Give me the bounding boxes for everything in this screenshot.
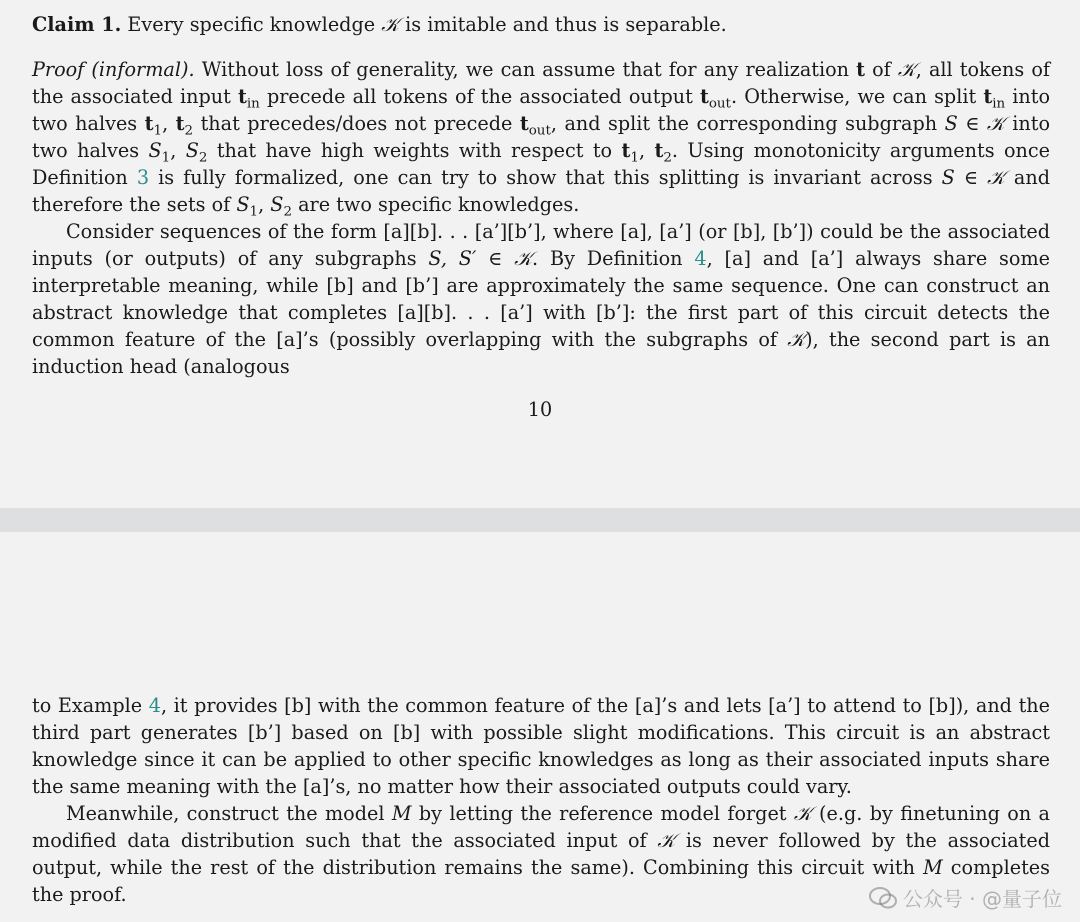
page-number: 10 (527, 398, 553, 421)
example-4-link[interactable]: 4 (148, 694, 161, 717)
wechat-icon (869, 887, 897, 909)
continuation-paragraph-1: to Example 4, it provides [b] with the common feature of the [a]’s and lets [a’] to attend to [b]), and the third part generates [b’] based on [b] with possible slight modifications. This circuit is an abstract knowledge since it can be applied to other specific knowledges as long as their associated inputs share the same meaning with the [a]’s, no matter how their associated outputs could vary. (32, 694, 1050, 798)
continuation-paragraph-2: Meanwhile, construct the model M by letting the reference model forget 𝒦 (e.g. by finetuning on a modified data distribution such that the associated input of 𝒦 is never followed by the associated output, while the rest of the distribution remains the same). Combining this circuit with M completes the proof. (32, 802, 1050, 906)
pdf-page-11 (0, 532, 1080, 922)
proof-continuation (32, 692, 1050, 908)
proof-paragraph-1: Proof (informal). Without loss of generality, we can assume that for any realization t of 𝒦, all tokens of the associated input $t_{in}$ precede all tokens of the associated output $t_{out}$. Otherwise, we can split $t_{in}$ into two halves $t_1$, $t_2$ that precedes/does not precede $t_{out}$, and split the corresponding subgraph S ∈ 𝒦 into two halves $S_1$, $S_2$ that have high weights with respect to $t_1$, $t_2$. Using monotonicity arguments once Definition 3 is fully formalized, one can try to show that this splitting is invariant across S ∈ 𝒦 and therefore the sets of $S_1$, $S_2$ are two specific knowledges. (32, 58, 1051, 220)
definition-4-link[interactable]: 4 (694, 247, 707, 270)
proof-paragraph-2: Consider sequences of the form [a][b]. . . [a’][b’], where [a], [a’] (or [b], [b’]) could be the associated inputs (or outputs) of any subgraphs S, S′ ∈ 𝒦. By Definition 4, [a] and [a’] always share some interpretable meaning, while [b] and [b’] are approximately the same sequence. One can construct an abstract knowledge that completes [a][b]. . . [a’] with [b’]: the first part of this circuit detects the common feature of the [a]’s (possibly overlapping with the subgraphs of 𝒦), the second part is an induction head (analogous (32, 220, 1050, 378)
claim-statement: Claim 1. Every specific knowledge 𝒦 is imitable and thus is separable. (32, 13, 727, 36)
proof-label: Proof (informal). (32, 58, 195, 81)
claim-label: Claim 1. (32, 13, 122, 36)
proof-body (32, 56, 1050, 380)
watermark-text: 公众号 · @量子位 (902, 887, 1062, 911)
definition-3-link[interactable]: 3 (136, 166, 150, 189)
watermark (869, 883, 1062, 912)
page-separator (0, 508, 1080, 532)
